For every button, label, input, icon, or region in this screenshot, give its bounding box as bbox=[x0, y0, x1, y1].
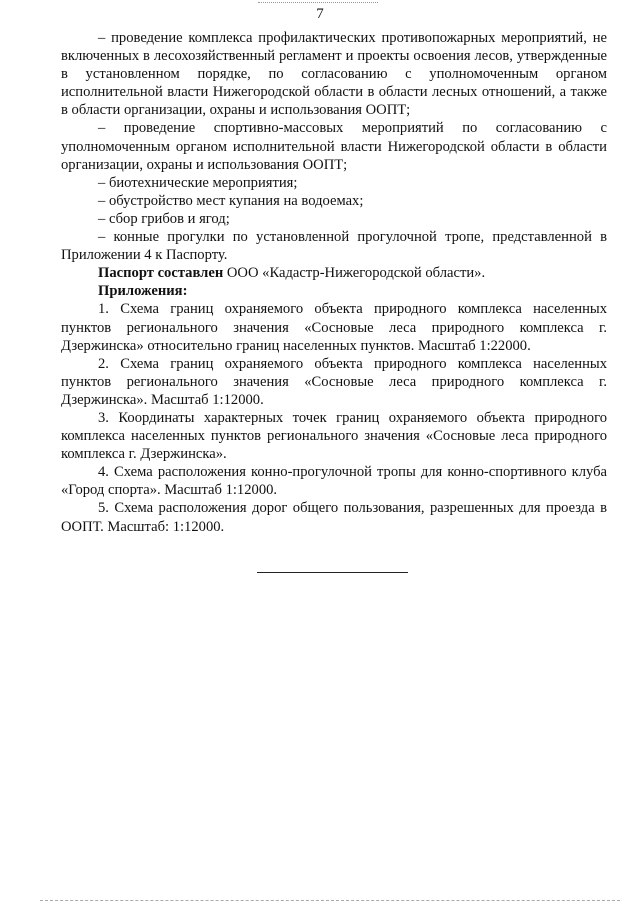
compiled-by-org: ООО «Кадастр-Нижегородской области». bbox=[223, 265, 486, 282]
compiled-by-lead: Паспорт составлен bbox=[98, 265, 224, 282]
appendix-item-4: 4. Схема расположения конно-прогулочной тропы для конно-спортивного клуба «Город спорта». Масштаб 1:12000. bbox=[61, 464, 607, 499]
appendices-heading: Приложения: bbox=[98, 283, 188, 300]
appendix-item-2: 2. Схема границ охраняемого объекта природного комплекса населенных пунктов регионального значения «Сосновые леса природного комплекса г. Дзержинска». Масштаб 1:12000. bbox=[61, 355, 607, 408]
paragraph-bathing-places: – обустройство мест купания на водоемах; bbox=[98, 192, 364, 209]
paragraph-mushrooms-berries: – сбор грибов и ягод; bbox=[98, 210, 230, 227]
appendix-item-3: 3. Координаты характерных точек границ охраняемого объекта природного комплекса населенных пунктов регионального значения «Сосновые леса природного комплекса г. Дзержинска». bbox=[61, 409, 607, 463]
compiled-by-line bbox=[61, 264, 607, 282]
paragraph-sports-events: – проведение спортивно-массовых мероприятий по согласованию с уполномоченным органом исполнительной власти Нижегородской области в области организации, охраны и использования ООПТ; bbox=[61, 120, 607, 173]
appendix-item-1: 1. Схема границ охраняемого объекта природного комплекса населенных пунктов регионального значения «Сосновые леса природного комплекса г. Дзержинска» относительно границ населенных пунктов. Масштаб 1:22000. bbox=[61, 301, 607, 354]
end-divider-line bbox=[257, 572, 408, 573]
paragraph-horse-rides: – конные прогулки по установленной прогулочной тропе, представленной в Приложении 4 к Паспорту. bbox=[61, 229, 607, 264]
scan-artifact-top bbox=[258, 2, 378, 3]
appendix-item-5: 5. Схема расположения дорог общего пользования, разрешенных для проезда в ООПТ. Масштаб: 1:12000. bbox=[61, 500, 607, 535]
document-body bbox=[61, 29, 607, 536]
page-number: 7 bbox=[316, 6, 324, 22]
paragraph-fire-prevention: – проведение комплекса профилактических противопожарных мероприятий, не включенных в лесохозяйственный регламент и проекты освоения лесов, утвержденные в установленном порядке, по согласованию с уполномоченным органом исполнительной власти Нижегородской области в области лесных отношений, а также в области организации, охраны и использования ООПТ; bbox=[61, 30, 607, 119]
paragraph-biotechnical: – биотехнические мероприятия; bbox=[98, 174, 298, 191]
scan-artifact-bottom bbox=[40, 900, 620, 901]
